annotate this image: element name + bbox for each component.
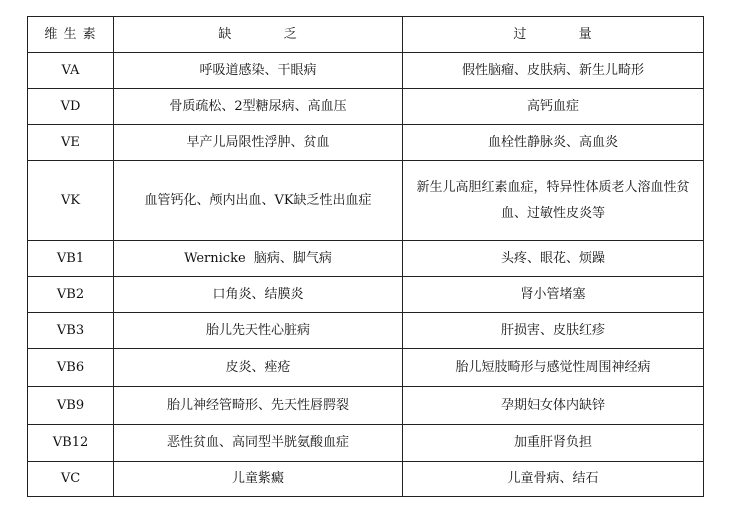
table-row: [28, 349, 704, 387]
table-row: [28, 53, 704, 89]
cell-excess: 假性脑瘤、皮肤病、新生儿畸形: [403, 53, 704, 89]
cell-deficiency: 胎儿神经管畸形、先天性唇腭裂: [114, 387, 403, 425]
cell-vitamin: VE: [28, 125, 114, 161]
cell-excess: 胎儿短肢畸形与感觉性周围神经病: [403, 349, 704, 387]
table-row: [28, 277, 704, 313]
table-row: [28, 125, 704, 161]
cell-vitamin: VB3: [28, 313, 114, 349]
header-deficiency: 缺 乏: [114, 17, 403, 53]
cell-excess: 高钙血症: [403, 89, 704, 125]
table-row: [28, 462, 704, 497]
cell-vitamin: VB1: [28, 241, 114, 277]
cell-vitamin: VB12: [28, 425, 114, 462]
cell-vitamin: VC: [28, 462, 114, 497]
table-row: [28, 387, 704, 425]
vitamin-table: [27, 16, 704, 497]
cell-excess: 肝损害、皮肤红疹: [403, 313, 704, 349]
cell-excess: 孕期妇女体内缺锌: [403, 387, 704, 425]
cell-excess: 加重肝肾负担: [403, 425, 704, 462]
cell-excess: 儿童骨病、结石: [403, 462, 704, 497]
cell-excess: 肾小管堵塞: [403, 277, 704, 313]
cell-deficiency: 皮炎、痤疮: [114, 349, 403, 387]
cell-vitamin: VB6: [28, 349, 114, 387]
cell-deficiency: Wernicke 脑病、脚气病: [114, 241, 403, 277]
cell-vitamin: VB2: [28, 277, 114, 313]
table-row: [28, 241, 704, 277]
header-excess: 过 量: [403, 17, 704, 53]
table-row: [28, 89, 704, 125]
table-row: [28, 161, 704, 241]
cell-excess: 血栓性静脉炎、高血炎: [403, 125, 704, 161]
cell-deficiency: 骨质疏松、2型糖尿病、高血压: [114, 89, 403, 125]
cell-deficiency: 早产儿局限性浮肿、贫血: [114, 125, 403, 161]
header-vitamin: 维 生 素: [28, 17, 114, 53]
cell-deficiency: 血管钙化、颅内出血、VK缺乏性出血症: [114, 161, 403, 241]
cell-deficiency: 恶性贫血、高同型半胱氨酸血症: [114, 425, 403, 462]
cell-vitamin: VA: [28, 53, 114, 89]
cell-deficiency: 胎儿先天性心脏病: [114, 313, 403, 349]
cell-excess: 头疼、眼花、烦躁: [403, 241, 704, 277]
cell-vitamin: VB9: [28, 387, 114, 425]
cell-vitamin: VK: [28, 161, 114, 241]
cell-vitamin: VD: [28, 89, 114, 125]
table-row: [28, 313, 704, 349]
table-row: [28, 425, 704, 462]
header-row: [28, 17, 704, 53]
cell-deficiency: 呼吸道感染、干眼病: [114, 53, 403, 89]
cell-deficiency: 儿童紫癜: [114, 462, 403, 497]
cell-deficiency: 口角炎、结膜炎: [114, 277, 403, 313]
cell-excess: 新生儿高胆红素血症，特异性体质老人溶血性贫血、过敏性皮炎等: [403, 161, 704, 241]
